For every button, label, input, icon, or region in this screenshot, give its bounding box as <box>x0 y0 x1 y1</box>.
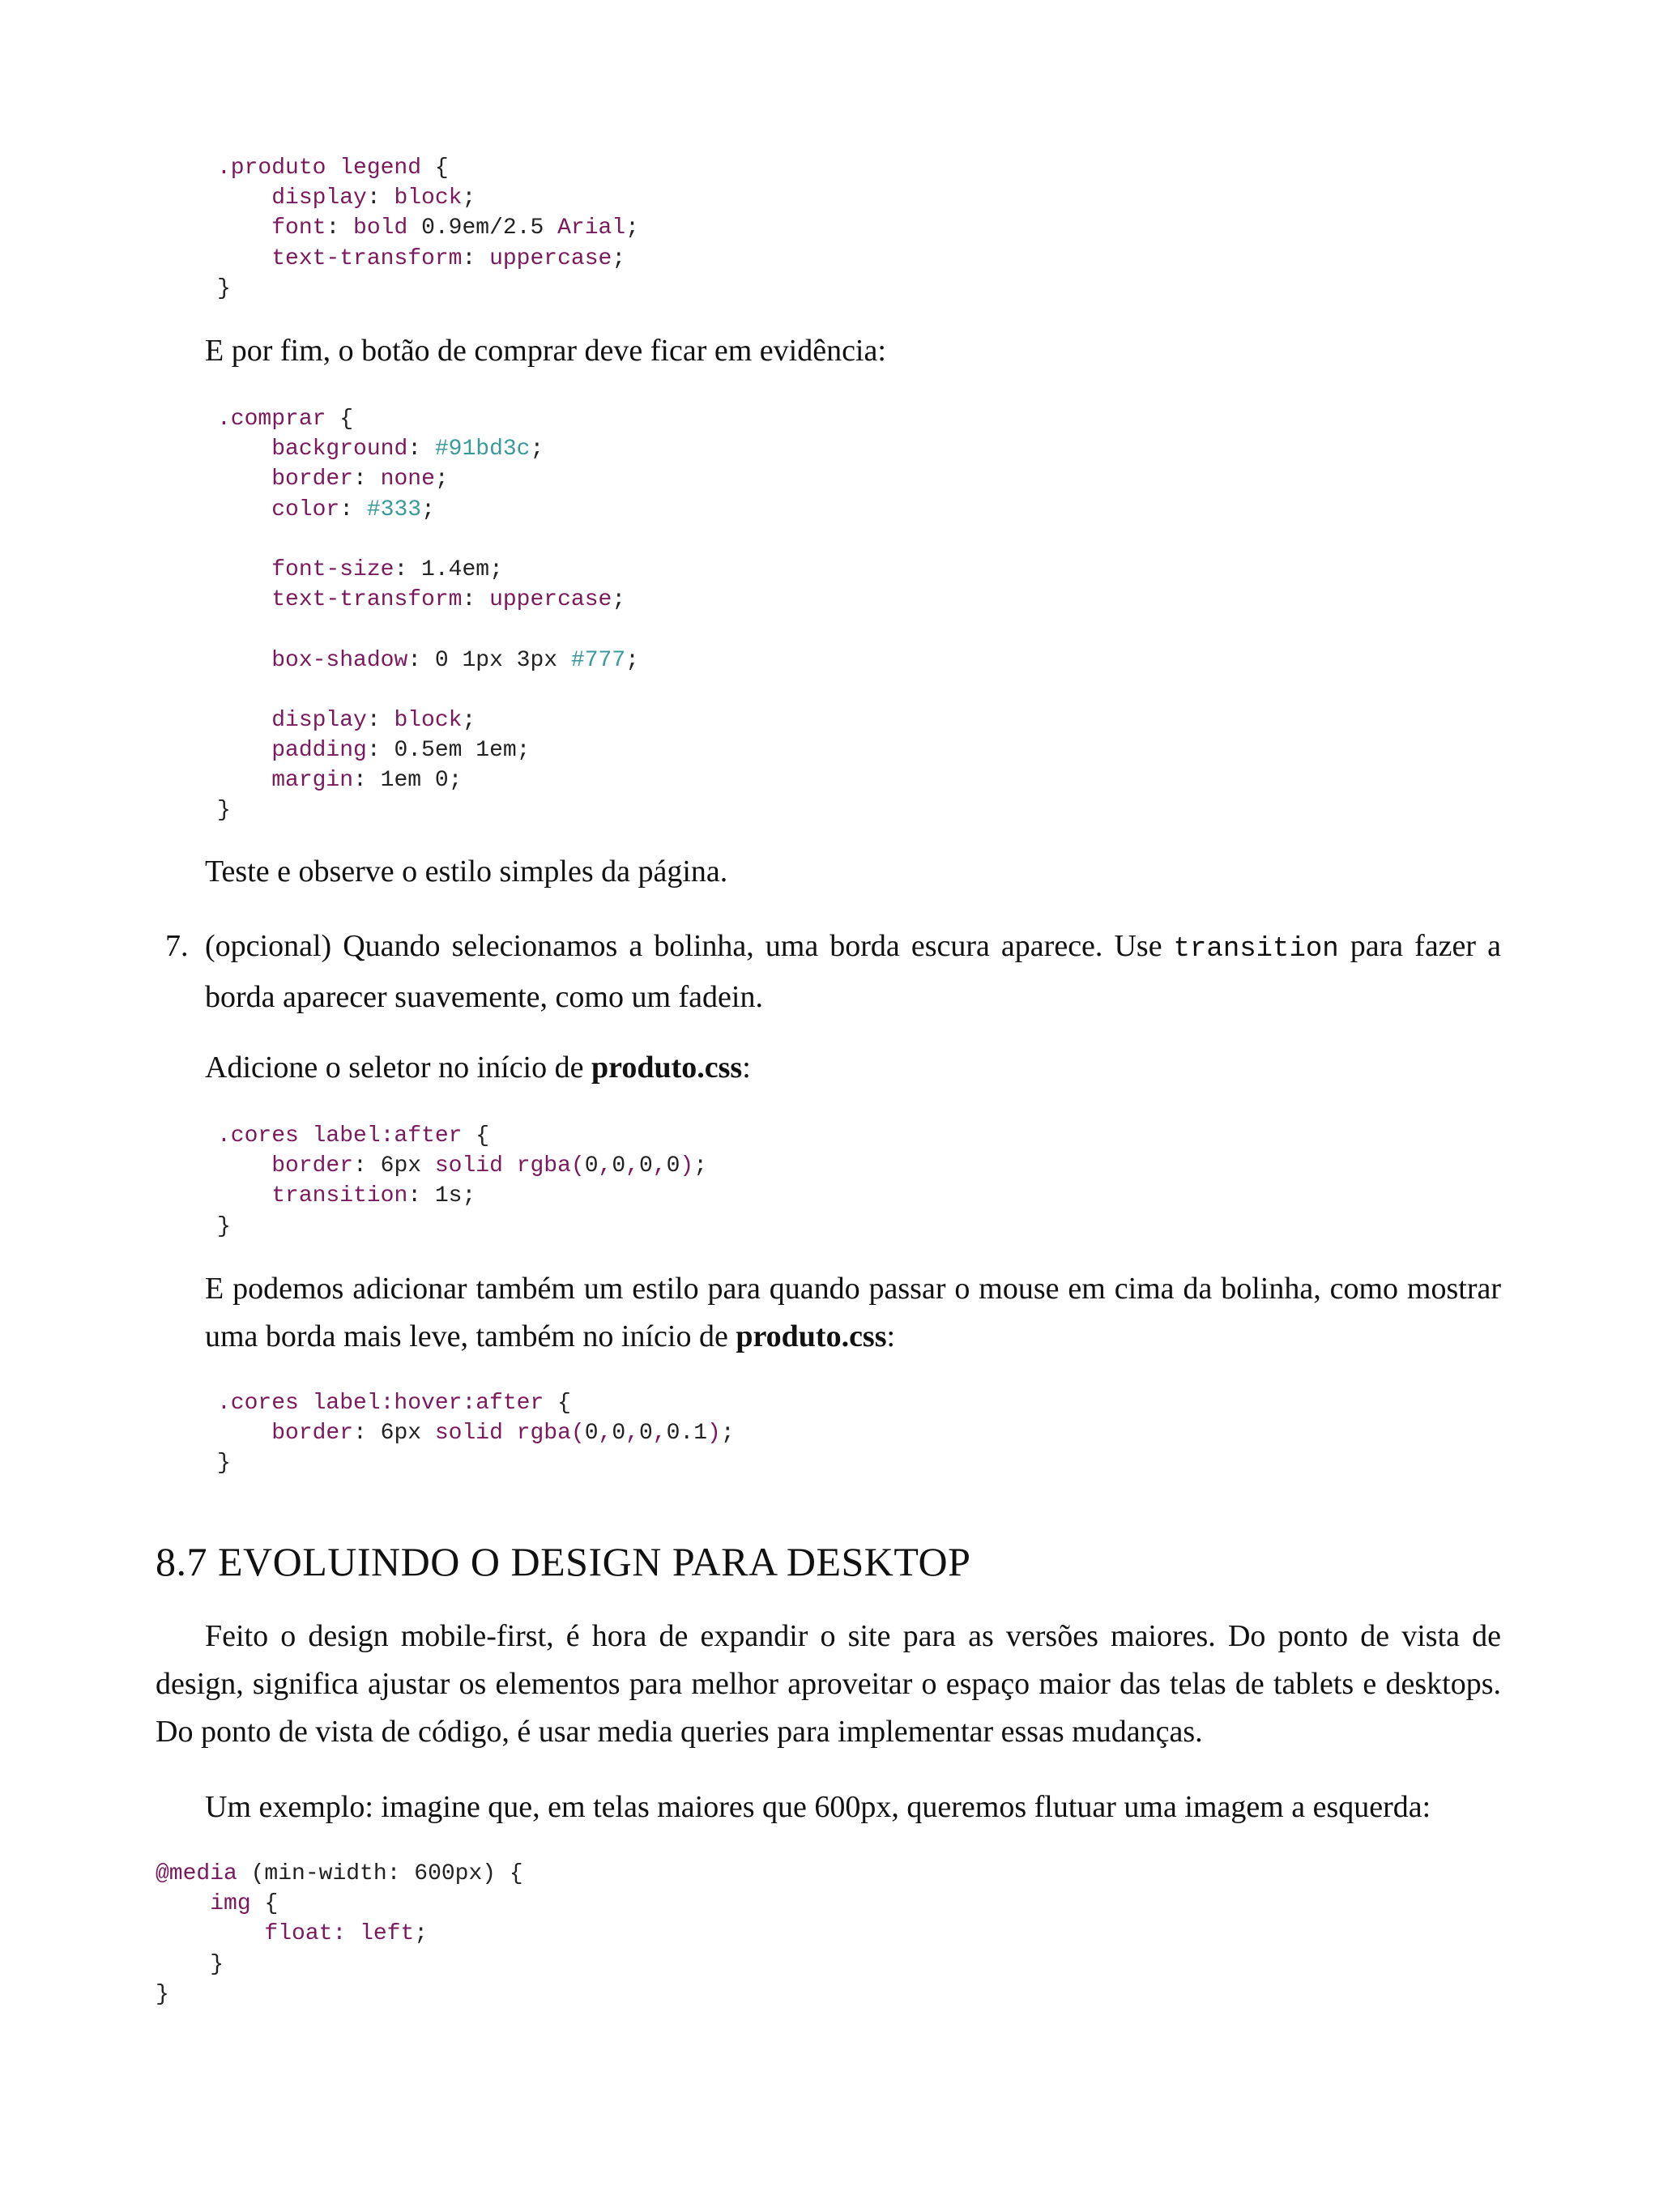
code-token: border <box>271 1421 354 1447</box>
code-token: Arial <box>557 215 626 241</box>
code-token: font-size <box>271 556 394 582</box>
code-block-media-query <box>156 1859 523 2010</box>
code-token: img <box>210 1891 251 1917</box>
code-token: ; <box>625 215 639 241</box>
code-token: 0 <box>612 1421 626 1447</box>
code-token: , <box>652 1421 667 1447</box>
code-line <box>217 795 639 825</box>
code-token <box>217 708 271 733</box>
code-token: ; <box>612 245 626 271</box>
code-line <box>156 1859 523 1889</box>
code-line <box>217 213 639 243</box>
code-token: margin <box>271 768 354 794</box>
code-token: : 6px <box>353 1421 435 1447</box>
code-line <box>217 765 639 795</box>
code-token: : 1.4em; <box>394 556 503 582</box>
code-token: ; <box>434 467 449 492</box>
list-item-text-after: para fazer a borda aparecer suavemente, como um fadein. <box>205 929 1501 1014</box>
code-line <box>217 153 639 183</box>
paragraph-botao-comprar <box>205 327 1501 375</box>
code-token: none <box>380 467 435 492</box>
code-line <box>217 585 639 615</box>
code-token: ; <box>421 497 435 522</box>
code-token <box>156 1921 264 1946</box>
code-token: : 0.5em 1em; <box>366 738 531 764</box>
code-token: : 1em 0; <box>353 768 463 794</box>
code-block-cores-after <box>217 1121 707 1242</box>
code-token: 0.9em/2.5 <box>407 215 558 241</box>
code-token <box>217 1183 271 1208</box>
code-token: ) <box>680 1153 694 1179</box>
code-token <box>503 1153 517 1178</box>
code-line <box>217 1448 735 1478</box>
code-token: ; <box>462 707 476 733</box>
bold-filename: produto.css <box>591 1051 743 1085</box>
code-token: box-shadow <box>271 647 408 673</box>
code-token: 0 <box>584 1153 599 1179</box>
code-line <box>217 404 639 434</box>
code-token: { <box>250 1891 279 1917</box>
code-token: #777 <box>570 647 626 673</box>
code-token <box>217 648 271 673</box>
code-token: display <box>271 185 367 211</box>
code-token: { <box>326 407 354 432</box>
paragraph-text: Adicione o seletor no início de <box>205 1051 591 1085</box>
code-token: border <box>271 467 354 492</box>
code-line <box>217 735 639 765</box>
code-token: , <box>598 1421 612 1447</box>
code-line <box>217 1121 707 1151</box>
code-token: : 6px <box>353 1153 435 1179</box>
code-token: ; <box>612 587 626 613</box>
code-line <box>217 1212 707 1242</box>
code-line <box>217 495 639 525</box>
paragraph-text: Teste e observe o estilo simples da página. <box>205 855 728 889</box>
code-line <box>217 525 639 555</box>
code-line <box>217 1181 707 1211</box>
code-token: , <box>598 1153 612 1179</box>
code-token: @media <box>156 1861 237 1886</box>
code-token: rgba( <box>516 1421 585 1447</box>
code-line <box>217 464 639 494</box>
code-token: : <box>326 215 354 241</box>
code-line <box>217 615 639 645</box>
code-token: : <box>353 467 381 492</box>
code-line <box>217 646 639 676</box>
code-token: : 1s; <box>407 1183 476 1209</box>
code-line <box>156 1980 523 2010</box>
code-block-produto-legend <box>217 153 639 304</box>
code-token <box>217 437 271 462</box>
code-token: uppercase <box>489 245 612 271</box>
code-token: left <box>360 1921 415 1947</box>
paragraph-adicione-seletor <box>205 1044 1501 1092</box>
paragraph-text: Feito o design mobile-first, é hora de expandir o site para as versões maiores. Do ponto de vista de design, significa ajustar os elementos para melhor aproveitar o espaço maior das telas de tablets e desktops. Do ponto de vista de código, é usar media queries para implementar essas mudanças. <box>156 1619 1501 1749</box>
code-token: bold <box>353 215 408 241</box>
code-token: } <box>217 798 231 824</box>
code-token: : <box>339 497 367 522</box>
code-block-cores-hover <box>217 1388 735 1479</box>
code-token: .produto legend <box>217 156 422 181</box>
list-item-text-before: (opcional) Quando selecionamos a bolinha, uma borda escura aparece. Use <box>205 929 1174 963</box>
code-token <box>217 738 271 763</box>
code-token: 0 <box>666 1153 680 1179</box>
code-token: : <box>366 707 394 733</box>
code-token: ; <box>414 1921 429 1947</box>
code-token: solid <box>434 1153 503 1179</box>
code-line <box>217 555 639 585</box>
code-token: } <box>217 1451 231 1477</box>
paragraph-text: E podemos adicionar também um estilo para quando passar o mouse em cima da bolinha, como mostrar uma borda mais leve, também no início de <box>205 1272 1501 1353</box>
code-token: , <box>625 1153 639 1179</box>
code-token: 0 <box>612 1153 626 1179</box>
code-line <box>217 676 639 705</box>
code-token: #333 <box>366 497 422 522</box>
code-token: : <box>366 185 394 211</box>
code-line <box>217 274 639 304</box>
code-token: block <box>394 707 463 733</box>
code-token <box>156 1891 210 1916</box>
paragraph-text-end: : <box>886 1319 896 1353</box>
code-line <box>156 1889 523 1919</box>
code-token <box>217 215 271 241</box>
code-token: .comprar <box>217 407 326 432</box>
code-token: ; <box>625 647 639 673</box>
code-token <box>503 1421 517 1446</box>
paragraph-text: Um exemplo: imagine que, em telas maiores que 600px, queremos flutuar uma imagem a esquerda: <box>205 1790 1431 1824</box>
code-token: display <box>271 707 367 733</box>
code-token: 0 <box>638 1421 653 1447</box>
code-token: ; <box>530 437 544 462</box>
code-token: block <box>394 185 463 211</box>
code-token: background <box>271 437 408 462</box>
list-item-7-text <box>205 923 1501 1021</box>
code-token: } <box>156 1981 169 2007</box>
code-token: 0 <box>584 1421 599 1447</box>
code-token: font <box>271 215 326 241</box>
bold-filename: produto.css <box>736 1319 887 1353</box>
code-line <box>156 1919 523 1949</box>
code-token <box>346 1921 360 1946</box>
code-token <box>217 768 271 793</box>
code-token: .cores label:after <box>217 1123 463 1149</box>
code-block-comprar <box>217 404 639 826</box>
code-token: 0 <box>638 1153 653 1179</box>
code-line <box>156 1950 523 1980</box>
code-token: ) <box>707 1421 721 1447</box>
code-token: : <box>462 587 490 613</box>
code-token: { <box>421 156 449 181</box>
code-token: : <box>407 437 435 462</box>
code-token <box>217 467 271 492</box>
code-token: } <box>217 1213 231 1239</box>
code-line <box>217 434 639 464</box>
code-token: float <box>264 1921 333 1947</box>
code-line <box>217 1388 735 1418</box>
code-line <box>217 1418 735 1448</box>
list-item-number: 7. <box>165 929 189 963</box>
code-token: solid <box>434 1421 503 1447</box>
code-line <box>217 183 639 213</box>
code-token: padding <box>271 738 367 764</box>
code-token: { <box>544 1391 571 1416</box>
code-line <box>217 705 639 735</box>
code-token: rgba( <box>516 1153 585 1179</box>
code-token: transition <box>271 1183 408 1209</box>
code-token: ; <box>693 1153 708 1179</box>
code-token: } <box>156 1951 224 1977</box>
code-token: ; <box>720 1421 735 1447</box>
code-line <box>217 1151 707 1181</box>
paragraph-text: E por fim, o botão de comprar deve ficar em evidência: <box>205 334 886 368</box>
paragraph-teste <box>205 848 1501 896</box>
code-token: 0.1 <box>666 1421 708 1447</box>
code-token: uppercase <box>489 587 612 613</box>
code-token <box>217 185 271 211</box>
code-token <box>217 587 271 612</box>
code-token: .cores label:hover:after <box>217 1391 544 1416</box>
code-token <box>217 246 271 271</box>
code-token: : <box>332 1921 347 1947</box>
code-token <box>217 557 271 582</box>
code-token: : <box>462 245 490 271</box>
paragraph-exemplo <box>156 1784 1501 1831</box>
section-heading: 8.7 EVOLUINDO O DESIGN PARA DESKTOP <box>156 1539 971 1584</box>
code-token: #91bd3c <box>434 437 531 462</box>
code-token: : 0 1px 3px <box>407 647 571 673</box>
code-token <box>217 497 271 522</box>
code-token: border <box>271 1153 354 1179</box>
paragraph-hover-estilo <box>205 1265 1501 1361</box>
code-token: color <box>271 497 340 522</box>
paragraph-mobile-first <box>156 1613 1501 1756</box>
code-token: text-transform <box>271 245 463 271</box>
code-token: { <box>462 1123 490 1149</box>
code-token: text-transform <box>271 587 463 613</box>
code-token <box>217 1421 271 1446</box>
code-line <box>217 244 639 274</box>
code-token: ; <box>462 185 476 211</box>
code-token: } <box>217 275 231 301</box>
paragraph-text-end: : <box>742 1051 751 1085</box>
code-token: (min-width: 600px) { <box>237 1861 523 1886</box>
code-token: , <box>625 1421 639 1447</box>
code-token <box>217 1153 271 1178</box>
code-token: , <box>652 1153 667 1179</box>
inline-code-transition: transition <box>1173 934 1339 965</box>
